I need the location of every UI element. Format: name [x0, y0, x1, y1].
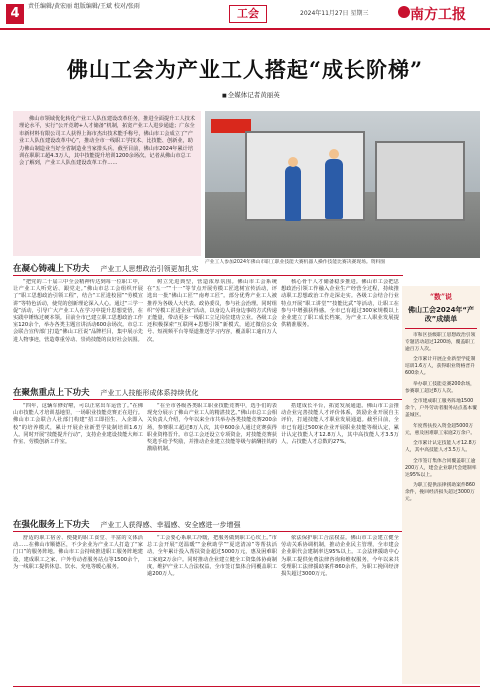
section2-column2: “在全市各级各类职工职业技能竞赛中，选手们的表现充分展示了佛山产业工人的精湛技艺。”佛山市总工会相关负责人介绍，今年以来全市共举办各类技能竞赛200余场，参赛职工超过8万人次，其中600余人通过竞赛获得职业资格晋升。市总工会还设立专项资金，对技能竞赛获奖选手给予奖励，并推动企业建立技能等级与薪酬挂钩的激励机制。	[147, 403, 277, 453]
sidebar-title: 佛山工会2024年“产改”成绩单	[407, 306, 475, 323]
sidebar-item: 为职工提供法律援助案件860余件，挽回经济损失超过3000万元。	[405, 483, 475, 502]
section-subline-3: 产业工人获得感、幸福感、安全感进一步增强	[100, 521, 241, 529]
section1-column3: 核心骨干人才储备稳步推进。佛山市工会把思想政治引领工作融入企业生产经营全过程，持续推动职工思想政治工作走深走实。各级工会结合行业特点开展“职工讲堂”“技能比武”等活动，让职工在参与中增强获得感。全市已有超过300家规模以上企业建立了职工成长档案，为产业工人职业发展提供精准服务。	[281, 279, 399, 329]
issue-date: 2024年11月27日 星期三	[300, 10, 369, 17]
section2-column3: 搭建成长平台，拓宽发展通道。佛山市工会推动企业完善技能人才评价体系，鼓励企业开展自主评价，打通技能人才职业发展通道。截至目前，全市已有超过500家企业开展职业技能等级认定，累计认定技能人才12.8万人，其中高技能人才3.5万人，占技能人才总数的27%。	[281, 403, 399, 446]
page-number: 4	[6, 4, 24, 24]
section3-column3: 依法保护职工合法权益。佛山市工会建立健全劳动关系协调机制，推动企业民主管理，全市建会企业职代会建制率达95%以上。工会法律援助中心为职工提供免费法律咨询和维权服务，今年以来共受理职工法律援助案件860余件，为职工挽回经济损失超过3000万元。	[281, 535, 399, 578]
sidebar-item: 全市累计认定技能人才12.8万人，其中高技能人才3.5万人。	[405, 441, 477, 454]
sidebar-item: 市和区县级职工思想政治引领专题活动超过1200场，覆盖职工逾百万人次。	[405, 333, 476, 352]
section3-column2: “工会要心系职工冷暖，把服务做到职工心坎上。”市总工会开展“送温暖”“金秋助学”“夏送清凉”等帮扶活动，全年累计投入帮扶资金超过5000万元，惠及困难职工家庭2万余户。同时推动企业建立健全工资集体协商制度，维护产业工人合法权益，全市签订集体合同覆盖职工逾200万人。	[147, 535, 277, 578]
sidebar-item: 全市签订集体合同覆盖职工逾200万人，建会企业职代会建制率达95%以上。	[405, 458, 477, 478]
section-heading-2	[13, 386, 403, 398]
section3-column1: 舒适的职工宿舍、便捷的职工食堂、丰富的文体活动……在佛山市顺德区，不少企业为产业工人打造了“家门口”的服务阵地。佛山市工会持续推进职工服务阵地建设，建成职工之家、户外劳动者服务站点等1500余个，为一线职工提供休息、饮水、充电等暖心服务。	[13, 535, 143, 570]
article-byline: ■ 全媒体记者黄丽英	[222, 90, 280, 99]
sidebar-item: 全市累计开展企业新型学徒制培训1.6万人，获得职业资格晋升600余人。	[405, 357, 476, 376]
section-heading-1	[13, 262, 403, 274]
newspaper-logo-icon	[398, 6, 410, 18]
editor-credits: 责任编辑/黄宏丽 组版编辑/王斌 校对/张雨	[28, 3, 140, 10]
section-heading-3	[13, 518, 403, 530]
section-headline-1: 在凝心铸魂上下功夫	[13, 264, 90, 274]
footer-rule	[13, 686, 480, 687]
article-photo	[205, 111, 480, 258]
section-headline-3: 在强化服务上下功夫	[13, 520, 90, 530]
stats-sidebar	[402, 286, 480, 684]
section2-column1: “四年，这辆车修好啦，可以正常出车运营了。”在佛山市技能人才培训基地里，一场职业技能竞赛正在进行。佛山市工会联合人社部门构建“招工即招生、入企即入校”的培养模式，累计开展企业新型学徒制培训1.6万人。同时开展“技能提升行动”，支持企业建设技能大师工作室、劳模创新工作室。	[13, 403, 143, 446]
sidebar-item: 年度帮扶投入资金超5000万元，惠及困难职工家庭2万余户。	[405, 423, 476, 436]
photo-caption: 产业工人参加2024年佛山市职工职业技能大赛机器人操作技能比赛决赛现场。资料图	[205, 260, 386, 265]
section-headline-2: 在聚焦重点上下功夫	[13, 388, 90, 398]
section-subline-2: 产业工人技能形成体系持续优化	[100, 389, 199, 397]
section1-column1: “把党的二十届三中全会精神传达到每一位职工中，让产业工人听党话、跟党走。”佛山市总工会组织开展了“职工思想政治引领工程”，结合“工匠进校园”“劳模宣讲”等特色活动，使党的创新理论深入人心。通过“三学一促”活动，引导广大产业工人在学习中提升思想觉悟，在实践中锤炼过硬本领。目前全市已建立职工思想政治工作室120余个，举办各类主题宣讲活动600余场次。市总工会联合宣传部门打造“佛山工匠说”品牌栏目，集中展示先进人物事迹，营造尊重劳动、崇尚技能的良好社会氛围。	[13, 279, 143, 343]
page-header	[0, 0, 490, 30]
section1-column2: 树立先进典型，营造浓厚氛围。佛山市工会系统在“五一”“十一”等节点开展劳模工匠选树宣传活动，评选出一批“佛山工匠”“南粤工匠”。部分优秀产业工人被推荐为各级人大代表、政协委员，参与社会治理。同时组织“劳模工匠进企业”活动，以身边人讲身边事的方式传递正能量，带动更多一线职工立足岗位建功立业。各级工会还积极探索“互联网+思想引领”新模式，通过微信公众号、短视频平台等渠道推送学习内容，覆盖职工逾百万人次。	[147, 279, 277, 343]
section-subline-1: 产业工人思想政治引领更加扎实	[100, 265, 199, 273]
sidebar-kicker: “数”说	[429, 292, 453, 301]
section-label: 工会	[229, 5, 267, 23]
sidebar-item: 举办职工技能竞赛200余场，参赛职工超过8万人次。	[405, 381, 475, 394]
article-intro: 佛山市领域优化转化产业工人队伍建设改革任务，推进全面提升工人技术理论水平，实行“公开竞聘+人才储备”机制，拓宽产业工人进步通道；广东全市新材料有限公司工人获得上海市杰出技术能手称号，佛山市工会成立了“产业工人队伍建设改革中心”，推动全市一线职工学技术、比技能、创新业，助力佛山制造业当好全省制造业当家排头兵。截至目前，佛山市2024年累计培训在职职工超4.3万人，其中技能提升培训1200余场次。记者从佛山市总工会了解到，产业工人队伍建设改革工作……	[13, 111, 201, 256]
sidebar-item: 全市建成职工服务阵地1500余个，户外劳动者服务站点基本覆盖城区。	[405, 399, 477, 418]
article-title: 佛山工会为产业工人搭起“成长阶梯”	[66, 57, 424, 82]
newspaper-logo: 南方工报	[410, 7, 466, 23]
